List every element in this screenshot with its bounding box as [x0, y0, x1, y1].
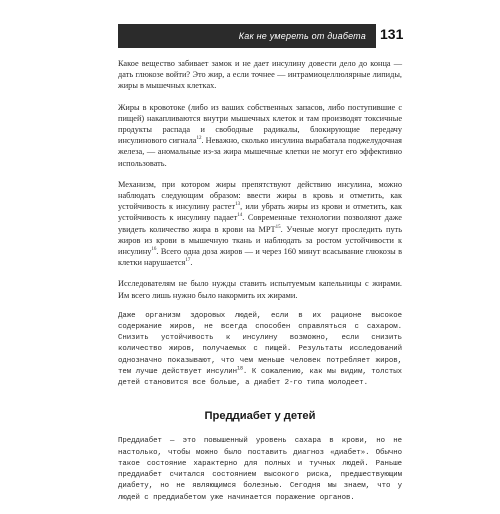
paragraph-5-tail: . К сожалению, как мы видим, толстых детей становится все больше, а диабет 2-го типа молодеет. [118, 367, 402, 388]
section-heading: Преддиабет у детей [204, 410, 316, 423]
footnote-ref: 17 [185, 258, 191, 264]
paragraph-2 [118, 102, 402, 169]
paragraph-3-text: Механизм, при котором жиры препятствуют действию инсулина, можно наблюдать следующим образом: ввести жиры в кровь и отметить, как устойчивость к инсулину растет [118, 179, 402, 212]
running-title: Как не умереть от диабета [238, 31, 366, 41]
footnote-ref: 16 [151, 247, 157, 253]
paragraph-2-tail: . Неважно, сколько инсулина вырабатала поджелудочная железа, — аномальные из-за жира мышечные клетки не могут его эффективно использовать. [118, 136, 402, 168]
paragraph-3-tail-2: . Современные технологии позволяют даже увидеть количество жира в крови на МРТ [118, 213, 402, 234]
paragraph-1-text: Какое вещество забивает замок и не дает инсулину довести дело до конца — дать глюкозе войти? Это жир, а если точнее — интрамиоцеллюлярные липиды, жиры в мышечных клетках. [118, 59, 402, 91]
paragraph-1 [118, 58, 402, 92]
paragraph-4 [118, 278, 402, 300]
paragraph-3-tail-3: . Ученые могут проследить путь жиров из крови в мышечную ткань и наблюдать за ростом устойчивости к инсулину [118, 224, 402, 257]
footnote-ref: 14 [237, 213, 243, 219]
paragraph-5-text: Даже организм здоровых людей, если в их рационе высокое содержание жиров, не всегда способен справляться с сахаром. Снизить устойчивость к инсулину возможно, если снизить количество жиров, получаемых с пищей. Результаты исследований однозначно показывают, что чем меньше человек потребляет жиров, тем лучше действует инсулин [118, 311, 402, 376]
paragraph-3 [118, 179, 402, 269]
footnote-ref: 12 [196, 136, 202, 142]
paragraph-4-text: Исследователям не было нужды ставить испытуемым капельницы с жирами. Им всего лишь нужно было накормить их жирами. [118, 279, 402, 300]
running-header [118, 24, 376, 48]
paragraph-5 [118, 311, 402, 389]
paragraph-6-text: Преддиабет — это повышенный уровень сахара в крови, но не настолько, чтобы можно было поставить диагноз «диабет». Обычно такое состояние характерно для полных и тучных людей. Раньше преддиабет считался состоянием высокого риска, предшествующим диабету, но не являющимся болезнью. Сегодня мы знаем, что у людей с преддиабетом уже начинается поражение органов. [118, 437, 402, 502]
paragraph-2-text: Жиры в кровотоке (либо из ваших собственных запасов, либо поступившие с пищей) накапливаются внутри мышечных клеток и там производят токсичные продукты распада и свободные радикалы, блокирующие передачу инсулинового сигнала [118, 102, 402, 146]
paragraph-6 [118, 436, 402, 503]
footnote-ref: 15 [275, 224, 281, 230]
paragraph-3-tail-5: . [190, 258, 193, 268]
paragraph-3-tail-4: . Всего одна доза жиров — и через 160 минут всасывание глюкозы в клетки нарушается [118, 247, 402, 268]
page-number: 131 [380, 26, 404, 42]
page-body [118, 58, 402, 514]
footnote-ref: 13 [235, 202, 241, 208]
paragraph-3-tail: , или убрать жиры из крови и отметить, как устойчивость к инсулину падает [118, 202, 403, 223]
footnote-ref: 18 [237, 365, 243, 372]
